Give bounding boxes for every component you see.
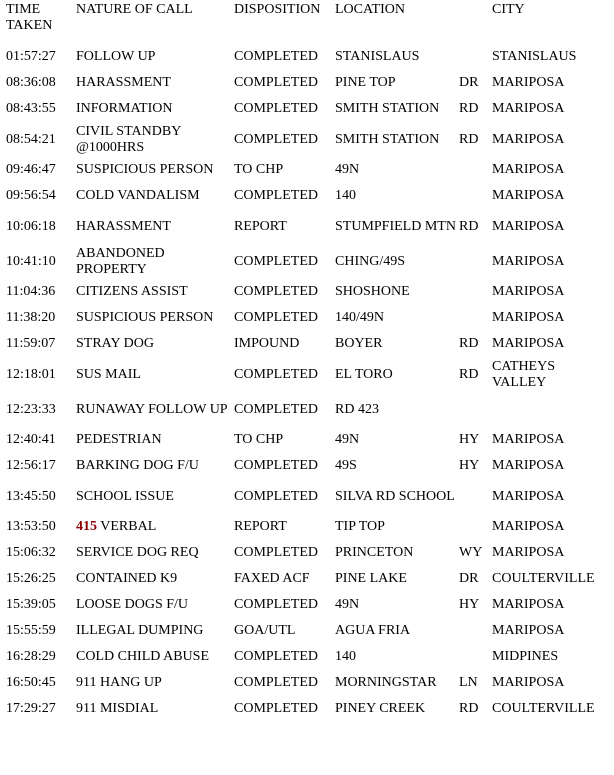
cell-city: MARIPOSA [492,253,565,269]
table-row [4,244,610,279]
table-row [4,644,610,670]
cell-nature: 911 HANG UP [76,675,162,690]
cell-city: COULTERVILLE [492,571,595,586]
cell-location: PINEY CREEK [335,701,426,716]
cell-location: PINE LAKE [335,571,407,586]
cell-disposition: COMPLETED [234,49,318,64]
cell-location: SMITH STATION [335,131,440,147]
header-nature: NATURE OF CALL [76,2,193,17]
table-row [4,279,610,305]
table-row [4,696,610,722]
cell-city: MARIPOSA [492,488,565,504]
cell-location: 49N [335,432,360,447]
cell-city: MARIPOSA [492,519,565,534]
cell-time: 08:43:55 [6,101,56,116]
cell-street-suffix: RD [459,701,479,716]
cell-disposition: COMPLETED [234,366,318,382]
cell-disposition: FAXED ACF [234,571,310,586]
cell-time: 12:40:41 [6,432,56,447]
cell-disposition: IMPOUND [234,336,300,351]
table-row [4,70,610,96]
cell-nature: LOOSE DOGS F/U [76,597,189,612]
cell-nature: SUSPICIOUS PERSON [76,162,214,177]
cell-nature: SERVICE DOG REQ [76,545,199,560]
cell-nature: HARASSMENT [76,75,171,90]
cell-nature: CITIZENS ASSIST [76,284,188,299]
cell-time: 11:04:36 [6,284,56,299]
header-row [4,0,610,44]
cell-street-suffix: LN [459,675,478,690]
cell-disposition: REPORT [234,519,287,534]
cell-city: MARIPOSA [492,597,565,612]
cell-disposition: TO CHP [234,432,284,447]
cell-street-suffix [457,644,490,670]
cell-location: 49S [335,458,357,473]
cell-location: SHOSHONE [335,284,410,299]
cell-disposition: COMPLETED [234,458,318,473]
cell-time: 12:23:33 [6,401,56,417]
table-row [4,44,610,70]
cell-time: 15:26:25 [6,571,56,586]
cell-disposition: COMPLETED [234,131,318,147]
cell-time: 09:46:47 [6,162,56,177]
cell-location: 140 [335,649,356,664]
cell-location: STANISLAUS [335,49,420,64]
cell-nature: SCHOOL ISSUE [76,488,174,504]
cell-city: MIDPINES [492,649,559,664]
cell-time: 08:36:08 [6,75,56,90]
cell-disposition: COMPLETED [234,649,318,664]
cell-street-suffix: DR [459,571,479,586]
cell-city: MARIPOSA [492,458,565,473]
cell-city: MARIPOSA [492,218,565,234]
cell-nature: HARASSMENT [76,218,171,234]
cell-disposition: GOA/UTL [234,623,296,638]
cell-time: 15:39:05 [6,597,56,612]
cell-street-suffix: RD [459,366,479,382]
cell-city: STANISLAUS [492,49,577,64]
cell-location: SILVA RD SCHOOL [335,488,455,504]
cell-time: 13:53:50 [6,519,56,534]
cell-time: 16:50:45 [6,675,56,690]
cell-disposition: COMPLETED [234,488,318,504]
cell-location: CHING/49S [335,253,406,269]
cell-nature: SUS MAIL [76,366,141,382]
cell-nature: STRAY DOG [76,336,154,351]
cell-street-suffix [457,44,490,70]
cell-nature: RUNAWAY FOLLOW UP [76,401,228,417]
cell-city: MARIPOSA [492,545,565,560]
table-row [4,540,610,566]
cell-street-suffix [457,514,490,540]
cell-city: MARIPOSA [492,101,565,116]
cell-street-suffix: RD [459,131,479,147]
table-row [4,157,610,183]
cell-nature: SUSPICIOUS PERSON [76,310,214,325]
cell-city: MARIPOSA [492,623,565,638]
cell-location: RD 423 [335,401,379,417]
cell-street-suffix: WY [459,545,483,560]
table-row [4,479,610,514]
cell-street-suffix [457,618,490,644]
table-row [4,392,610,427]
cell-street-suffix [457,279,490,305]
cell-time: 01:57:27 [6,49,56,64]
cell-location: TIP TOP [335,519,385,534]
table-row [4,566,610,592]
cell-disposition: COMPLETED [234,75,318,90]
cell-time: 10:06:18 [6,218,56,234]
cell-city: MARIPOSA [492,336,565,351]
cell-street-suffix [457,305,490,331]
cell-disposition: COMPLETED [234,253,318,269]
cell-location: EL TORO [335,366,393,382]
cell-time: 09:56:54 [6,188,56,203]
cell-nature: CONTAINED K9 [76,571,178,586]
cell-street-suffix: RD [459,101,479,116]
cell-street-suffix [457,183,490,209]
table-row [4,331,610,357]
cell-disposition: COMPLETED [234,401,318,417]
cell-time: 17:29:27 [6,701,56,716]
table-row [4,357,610,392]
nature-code: 415 [76,519,97,534]
cell-city: MARIPOSA [492,284,565,299]
cell-street-suffix: RD [459,218,479,234]
cell-street-suffix: RD [459,336,479,351]
cell-disposition: COMPLETED [234,675,318,690]
cell-city [490,392,610,427]
cell-city: MARIPOSA [492,75,565,90]
cell-city: MARIPOSA [492,675,565,690]
cell-disposition: COMPLETED [234,597,318,612]
cell-location: AGUA FRIA [335,623,411,638]
table-row [4,427,610,453]
table-row [4,122,610,157]
cell-street-suffix: HY [459,432,480,447]
cell-location: MORNINGSTAR [335,675,437,690]
cell-street-suffix [457,244,490,279]
cell-street-suffix: HY [459,597,480,612]
nature-text: VERBAL [97,519,157,534]
cell-time: 11:38:20 [6,310,56,325]
call-log-table [4,0,610,722]
header-location: LOCATION [335,2,405,17]
cell-city: MARIPOSA [492,188,565,203]
table-row [4,592,610,618]
cell-nature: COLD CHILD ABUSE [76,649,210,664]
cell-location: PRINCETON [335,545,414,560]
cell-disposition: COMPLETED [234,284,318,299]
cell-location: STUMPFIELD MTN [335,218,456,234]
header-time: TIME TAKEN [6,2,53,33]
cell-nature: PEDESTRIAN [76,432,162,447]
cell-time: 15:55:59 [6,623,56,638]
cell-location: BOYER [335,336,383,351]
table-row [4,209,610,244]
cell-location: 140 [335,188,356,203]
cell-time: 16:28:29 [6,649,56,664]
cell-street-suffix: DR [459,75,479,90]
cell-location: 140/49N [335,310,384,325]
cell-location: SMITH STATION [335,101,440,116]
cell-disposition: COMPLETED [234,188,318,203]
cell-nature: CIVIL STANDBY @1000HRS [76,123,181,155]
table-row [4,514,610,540]
cell-nature: 911 MISDIAL [76,701,159,716]
cell-time: 08:54:21 [6,131,56,147]
cell-disposition: COMPLETED [234,101,318,116]
header-city: CITY [492,2,525,17]
cell-nature: ILLEGAL DUMPING [76,623,204,638]
cell-disposition: COMPLETED [234,310,318,325]
cell-disposition: REPORT [234,218,287,234]
cell-disposition: TO CHP [234,162,284,177]
cell-city: CATHEYS VALLEY [492,358,556,390]
cell-location: 49N [335,162,360,177]
cell-time: 11:59:07 [6,336,56,351]
cell-nature: INFORMATION [76,101,173,116]
table-row [4,618,610,644]
cell-street-suffix [457,479,490,514]
cell-street-suffix [457,392,490,427]
cell-street-suffix: HY [459,458,480,473]
cell-time: 13:45:50 [6,488,56,504]
cell-street-suffix [457,157,490,183]
cell-location: 49N [335,597,360,612]
table-row [4,305,610,331]
cell-time: 12:18:01 [6,366,56,382]
cell-nature: ABANDONED PROPERTY [76,245,165,277]
cell-nature [74,514,232,540]
cell-nature: BARKING DOG F/U [76,458,199,473]
cell-nature: FOLLOW UP [76,49,156,64]
cell-nature: COLD VANDALISM [76,188,200,203]
table-row [4,183,610,209]
cell-disposition: COMPLETED [234,701,318,716]
table-row [4,96,610,122]
cell-city: COULTERVILLE [492,701,595,716]
table-row [4,670,610,696]
cell-city: MARIPOSA [492,162,565,177]
header-disposition: DISPOSITION [234,2,321,17]
cell-time: 15:06:32 [6,545,56,560]
call-rows [4,44,610,722]
cell-city: MARIPOSA [492,432,565,447]
cell-city: MARIPOSA [492,310,565,325]
cell-time: 12:56:17 [6,458,56,473]
cell-city: MARIPOSA [492,131,565,147]
cell-location: PINE TOP [335,75,396,90]
cell-disposition: COMPLETED [234,545,318,560]
cell-time: 10:41:10 [6,253,56,269]
table-row [4,453,610,479]
